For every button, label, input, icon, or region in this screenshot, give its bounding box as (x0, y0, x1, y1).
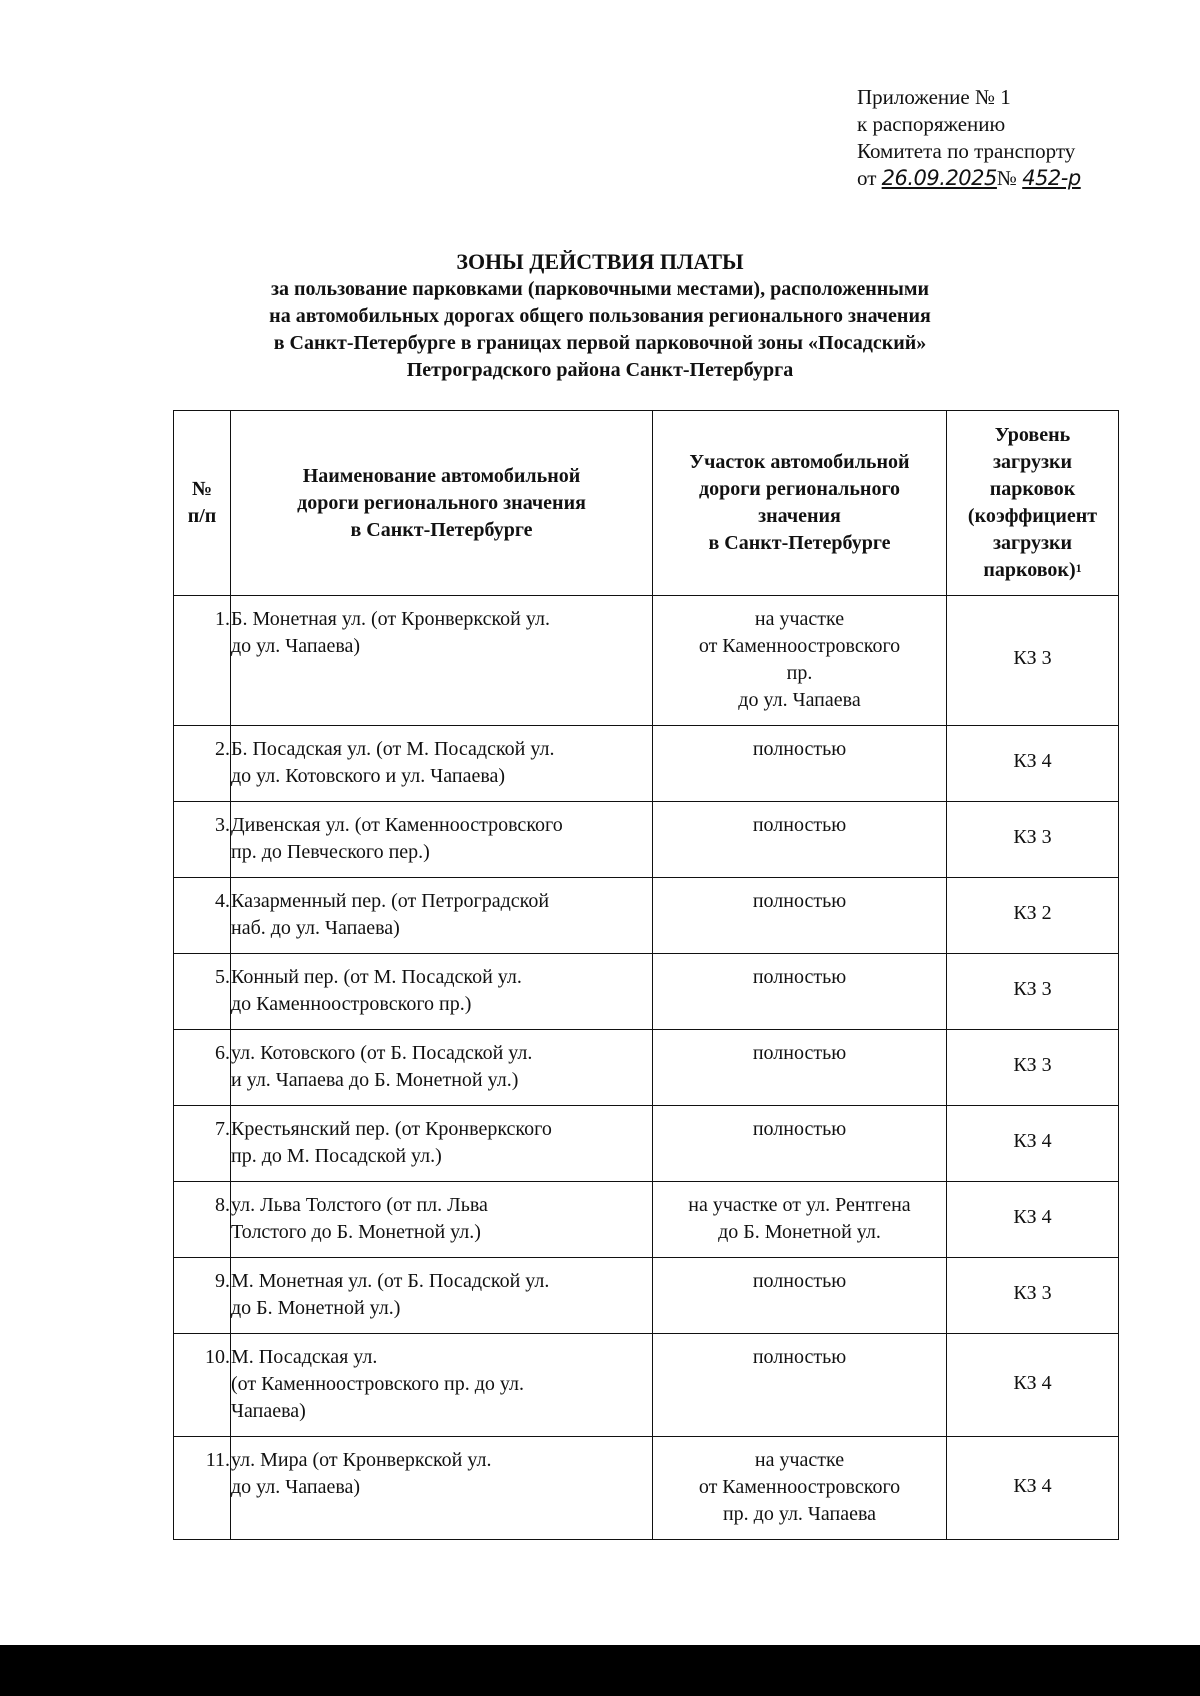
title-sub-line: Петроградского района Санкт-Петербурга (406, 359, 794, 381)
annex-committee: Комитета по транспорту (857, 139, 1076, 163)
annex-to-order: к распоряжению (857, 112, 1006, 136)
annex-header (857, 84, 1081, 192)
road-name: Казарменный пер. (от Петроградской наб. до ул. Чапаева) (231, 878, 653, 954)
load-level: КЗ 3 (947, 802, 1119, 878)
table-row (174, 954, 1119, 1030)
road-section: полностью (653, 878, 947, 954)
load-level: КЗ 4 (947, 726, 1119, 802)
row-number: 3. (174, 802, 231, 878)
row-number: 4. (174, 878, 231, 954)
road-section: полностью (653, 726, 947, 802)
road-section: полностью (653, 1106, 947, 1182)
road-name: Дивенская ул. (от Каменноостровского пр. до Певческого пер.) (231, 802, 653, 878)
load-level: КЗ 4 (947, 1437, 1119, 1540)
road-section: на участке от Каменноостровского пр. до ул. Чапаева (653, 596, 947, 726)
road-section: на участке от ул. Рентгена до Б. Монетной ул. (653, 1182, 947, 1258)
load-level: КЗ 3 (947, 954, 1119, 1030)
road-name: ул. Котовского (от Б. Посадской ул. и ул. Чапаева до Б. Монетной ул.) (231, 1030, 653, 1106)
table-row (174, 596, 1119, 726)
table-body (174, 596, 1119, 1540)
table-row (174, 1106, 1119, 1182)
load-level: КЗ 2 (947, 878, 1119, 954)
row-number: 11. (174, 1437, 231, 1540)
row-number: 10. (174, 1334, 231, 1437)
road-name: Б. Монетная ул. (от Кронверкской ул. до ул. Чапаева) (231, 596, 653, 726)
road-section: на участке от Каменноостровского пр. до ул. Чапаева (653, 1437, 947, 1540)
table-row (174, 878, 1119, 954)
annex-title: Приложение № 1 (857, 85, 1011, 109)
road-name: ул. Льва Толстого (от пл. Льва Толстого до Б. Монетной ул.) (231, 1182, 653, 1258)
header-num: № п/п (174, 411, 231, 596)
header-load-level (947, 411, 1119, 596)
row-number: 5. (174, 954, 231, 1030)
row-number: 6. (174, 1030, 231, 1106)
road-name: Б. Посадская ул. (от М. Посадской ул. до ул. Котовского и ул. Чапаева) (231, 726, 653, 802)
road-name: М. Монетная ул. (от Б. Посадской ул. до Б. Монетной ул.) (231, 1258, 653, 1334)
title-main: ЗОНЫ ДЕЙСТВИЯ ПЛАТЫ (456, 249, 744, 274)
header-road-name: Наименование автомобильной дороги регионального значения в Санкт-Петербурге (231, 411, 653, 596)
row-number: 2. (174, 726, 231, 802)
table-row (174, 1030, 1119, 1106)
header-load-level-text: Уровень загрузки парковок (коэффициент загрузки парковок) (967, 424, 1098, 581)
annex-date-number (857, 165, 1081, 192)
table-row (174, 726, 1119, 802)
load-level: КЗ 4 (947, 1106, 1119, 1182)
row-number: 9. (174, 1258, 231, 1334)
road-section: полностью (653, 1334, 947, 1437)
parking-zones-table (173, 410, 1119, 1540)
title-sub-line: в Санкт-Петербурге в границах первой парковочной зоны «Посадский» (273, 332, 927, 354)
document-title (0, 248, 1200, 384)
table-row (174, 1182, 1119, 1258)
header-road-section: Участок автомобильной дороги регионального значения в Санкт-Петербурге (653, 411, 947, 596)
road-section: полностью (653, 954, 947, 1030)
table-row (174, 1437, 1119, 1540)
title-sub-line: за пользование парковками (парковочными местами), расположенными (271, 278, 929, 300)
road-name: ул. Мира (от Кронверкской ул. до ул. Чапаева) (231, 1437, 653, 1540)
road-section: полностью (653, 1258, 947, 1334)
load-level: КЗ 3 (947, 1030, 1119, 1106)
row-number: 1. (174, 596, 231, 726)
row-number: 8. (174, 1182, 231, 1258)
table-row (174, 802, 1119, 878)
road-name: М. Посадская ул. (от Каменноостровского пр. до ул. Чапаева) (231, 1334, 653, 1437)
load-level: КЗ 4 (947, 1182, 1119, 1258)
table-header-row (174, 411, 1119, 596)
footnote-marker: 1 (1075, 561, 1082, 575)
number-prefix: № (996, 166, 1023, 190)
handwritten-number: 452-р (1022, 166, 1081, 190)
scan-bottom-border (0, 1645, 1200, 1696)
from-prefix: от (857, 166, 882, 190)
title-sub-line: на автомобильных дорогах общего пользования регионального значения (269, 305, 931, 327)
handwritten-date: 26.09.2025 (881, 166, 997, 190)
load-level: КЗ 4 (947, 1334, 1119, 1437)
load-level: КЗ 3 (947, 1258, 1119, 1334)
road-section: полностью (653, 802, 947, 878)
table-row (174, 1258, 1119, 1334)
road-name: Конный пер. (от М. Посадской ул. до Каменноостровского пр.) (231, 954, 653, 1030)
load-level: КЗ 3 (947, 596, 1119, 726)
road-name: Крестьянский пер. (от Кронверкского пр. до М. Посадской ул.) (231, 1106, 653, 1182)
row-number: 7. (174, 1106, 231, 1182)
road-section: полностью (653, 1030, 947, 1106)
table-row (174, 1334, 1119, 1437)
